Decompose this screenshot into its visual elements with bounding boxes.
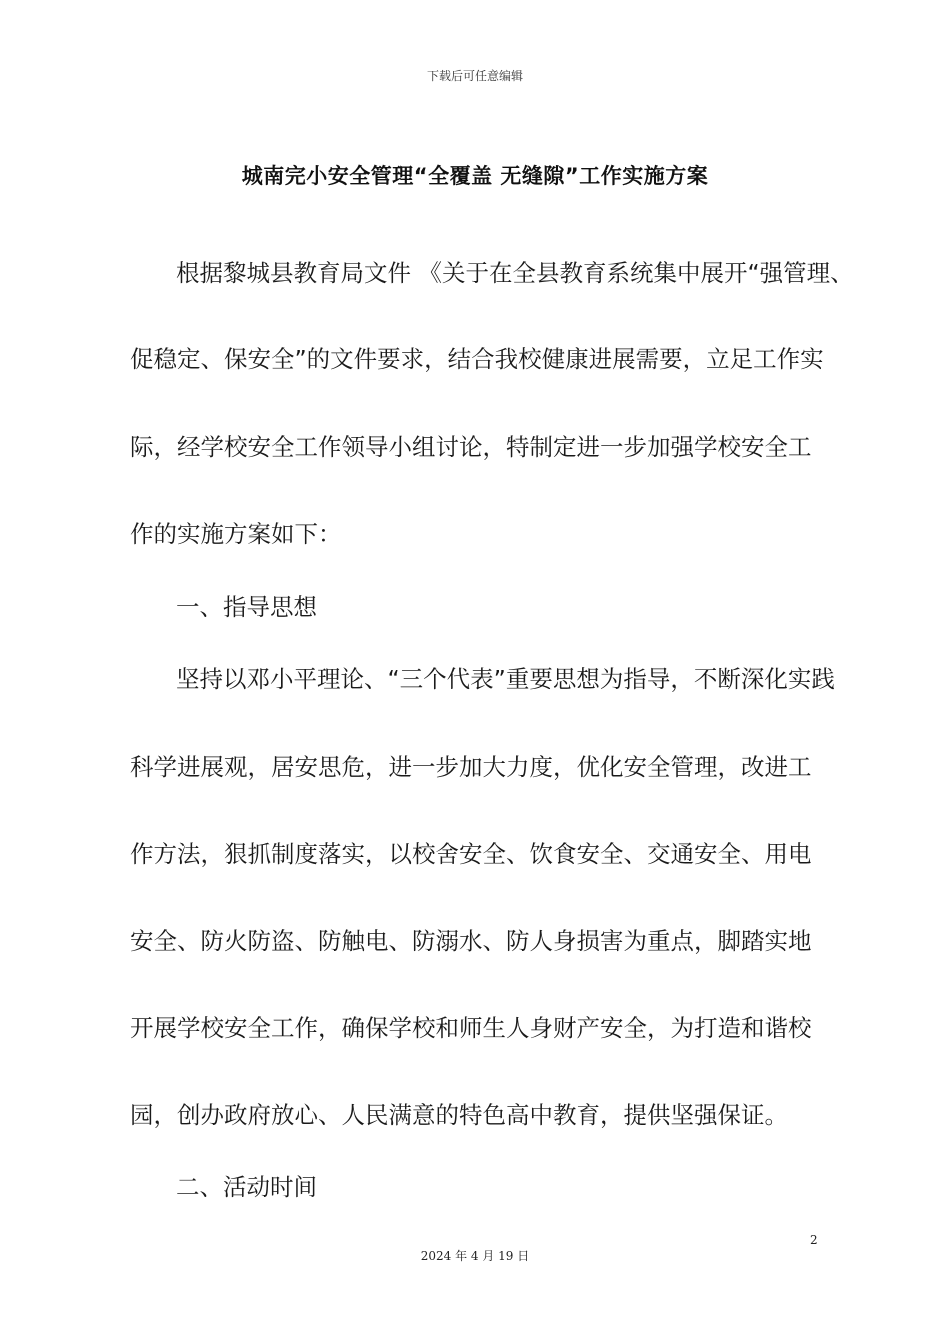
page-number: 2 — [810, 1233, 818, 1247]
footer-date: 2024 年 4 月 19 日 — [420, 1249, 530, 1263]
intro-line-3: 际，经学校安全工作领导小组讨论，特制定进一步加强学校安全工 — [130, 433, 812, 461]
document-title: 城南完小安全管理“全覆盖 无缝隙”工作实施方案 — [241, 164, 709, 188]
section1-line-1: 坚持以邓小平理论、“三个代表”重要思想为指导，不断深化实践 — [176, 665, 835, 693]
section1-line-4: 安全、防火防盗、防触电、防溺水、防人身损害为重点，脚踏实地 — [130, 927, 812, 955]
section-heading-guiding-ideology: 一、指导思想 — [176, 593, 317, 621]
section1-line-2: 科学进展观，居安思危，进一步加大力度，优化安全管理，改进工 — [130, 753, 812, 781]
intro-line-1: 根据黎城县教育局文件 《关于在全县教育系统集中展开“强管理、 — [176, 259, 854, 287]
section1-line-6: 园，创办政府放心、人民满意的特色高中教育，提供坚强保证。 — [130, 1101, 788, 1129]
section1-line-3: 作方法，狠抓制度落实，以校舍安全、饮食安全、交通安全、用电 — [130, 840, 812, 868]
section1-line-5: 开展学校安全工作，确保学校和师生人身财产安全，为打造和谐校 — [130, 1014, 812, 1042]
header-note: 下载后可任意编辑 — [426, 69, 523, 83]
intro-line-2: 促稳定、保安全”的文件要求，结合我校健康进展需要，立足工作实 — [130, 345, 824, 373]
intro-line-4: 作的实施方案如下： — [130, 520, 342, 548]
section-heading-activity-time: 二、活动时间 — [176, 1173, 317, 1201]
